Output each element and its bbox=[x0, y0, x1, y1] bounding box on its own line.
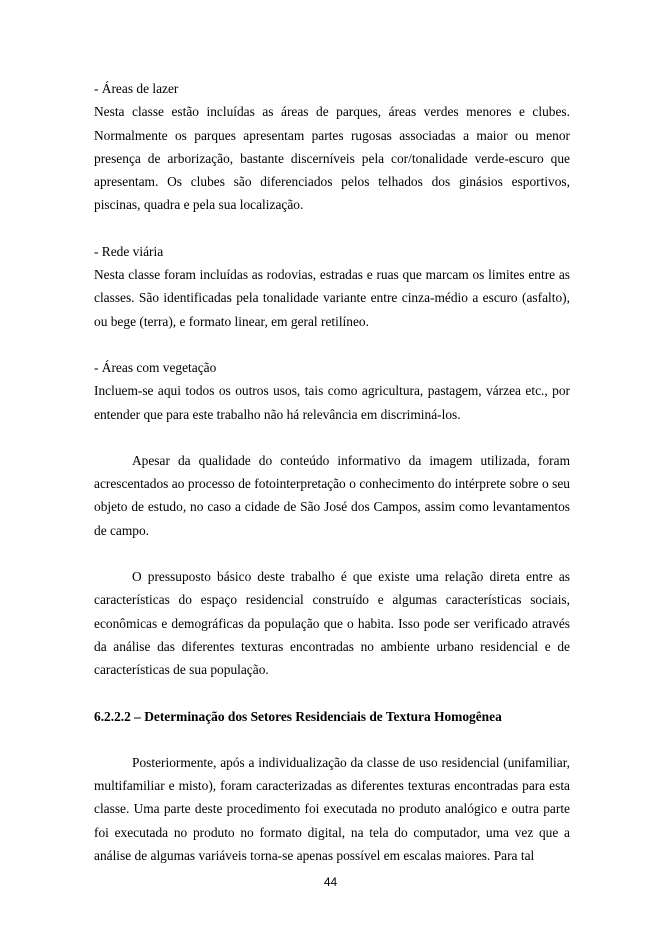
paragraph-pressuposto-basico: O pressuposto básico deste trabalho é que existe uma relação direta entre as características do espaço residencial construído e algumas características sociais, econômicas e demográficas da população que o habita. Isso pode ser verificado através da análise das diferentes texturas encontradas no ambiente urbano residencial e de características de sua população. bbox=[94, 569, 570, 678]
paragraph-apesar-da-qualidade: Apesar da qualidade do conteúdo informativo da imagem utilizada, foram acrescentados ao processo de fotointerpretação o conhecimento do intérprete sobre o seu objeto de estudo, no caso a cidade de São José dos Campos, assim como levantamentos de campo. bbox=[94, 452, 570, 538]
paragraph-areas-com-vegetacao: Incluem-se aqui todos os outros usos, tais como agricultura, pastagem, várzea etc., por entender que para este trabalho não há relevância em discriminá-los. bbox=[94, 383, 570, 422]
heading-areas-de-lazer: - Áreas de lazer bbox=[94, 81, 179, 96]
heading-rede-viaria: - Rede viária bbox=[94, 243, 164, 259]
paragraph-areas-de-lazer: Nesta classe estão incluídas as áreas de parques, áreas verdes menores e clubes. Normalmente os parques apresentam partes rugosas associadas a maior ou menor presença de arborização, bastante discerníveis pela cor/tonalidade verde-escuro que apresentam. Os clubes são diferenciados pelos telhados dos ginásios esportivos, piscinas, quadra e pela sua localização. bbox=[94, 104, 570, 213]
spacer bbox=[94, 682, 570, 705]
spacer bbox=[94, 542, 570, 565]
spacer bbox=[94, 728, 570, 751]
section-title: 6.2.2.2 – Determinação dos Setores Residenciais de Textura Homogênea bbox=[94, 708, 502, 724]
paragraph-posteriormente: Posteriormente, após a individualização da classe de uso residencial (unifamiliar, multifamiliar e misto), foram caracterizadas as diferentes texturas encontradas para esta classe. Uma parte deste procedimento foi executada no produto analógico e outra parte foi executada no produto no formato digital, na tela do computador, uma vez que a análise de algumas variáveis torna-se apenas possível em escalas maiores. Para tal bbox=[94, 754, 570, 864]
paragraph-rede-viaria: Nesta classe foram incluídas as rodovias, estradas e ruas que marcam os limites entre as classes. São identificadas pela tonalidade variante entre cinza-médio a escuro (asfalto), ou bege (terra), e formato linear, em geral retilíneo. bbox=[94, 267, 570, 329]
spacer bbox=[94, 217, 570, 240]
page-body bbox=[94, 77, 570, 867]
page-number: 44 bbox=[323, 875, 338, 889]
heading-areas-com-vegetacao: - Áreas com vegetação bbox=[94, 359, 217, 375]
spacer bbox=[94, 333, 570, 356]
spacer bbox=[94, 426, 570, 449]
